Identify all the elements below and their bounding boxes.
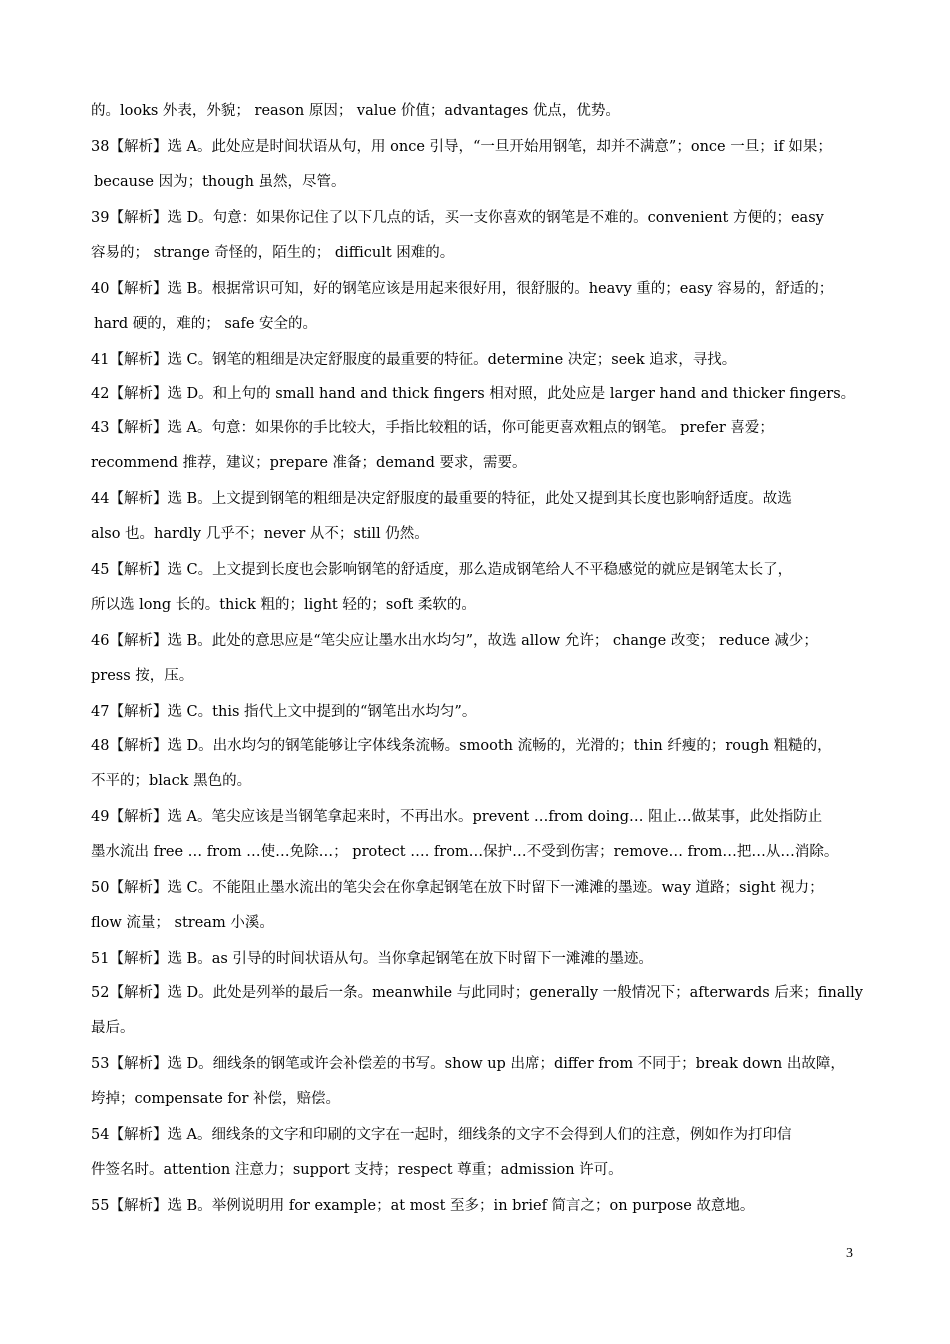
text-line: 49【解析】选 A。笔尖应该是当钢笔拿起来时，不再出水。prevent …from doing… 阻止…做某事，此处指防止 [91, 809, 823, 825]
text-line: 41【解析】选 C。钢笔的粗细是决定舒服度的最重要的特征。determine 决定；seek 追求，寻找。 [91, 352, 737, 368]
text-line: 40【解析】选 B。根据常识可知，好的钢笔应该是用起来很好用，很舒服的。heavy 重的；easy 容易的，舒适的； [91, 281, 834, 297]
text-line: 容易的； strange 奇怪的，陌生的； difficult 困难的。 [91, 245, 455, 261]
text-line: because 因为；though 虽然，尽管。 [94, 174, 346, 190]
text-line: 垮掉；compensate for 补偿，赔偿。 [91, 1091, 341, 1107]
text-line: 44【解析】选 B。上文提到钢笔的粗细是决定舒服度的最重要的特征，此处又提到其长度也影响舒适度。故选 [91, 491, 792, 507]
text-line: 48【解析】选 D。出水均匀的钢笔能够让字体线条流畅。smooth 流畅的，光滑的；thin 纤瘦的；rough 粗糙的， [91, 738, 832, 754]
text-line: 46【解析】选 B。此处的意思应是“笔尖应让墨水出水均匀”，故选 allow 允许； change 改变； reduce 减少； [91, 633, 818, 649]
text-line: also 也。hardly 几乎不；never 从不；still 仍然。 [91, 526, 429, 542]
text-line: 51【解析】选 B。as 引导的时间状语从句。当你拿起钢笔在放下时留下一滩滩的墨迹。 [91, 951, 653, 967]
text-line: 墨水流出 free … from …使…免除…； protect …. from…保护…不受到伤害；remove… from…把…从…消除。 [91, 844, 839, 860]
text-line: hard 硬的，难的； safe 安全的。 [94, 316, 318, 332]
text-line: 54【解析】选 A。细线条的文字和印刷的文字在一起时，细线条的文字不会得到人们的注意，例如作为打印信 [91, 1127, 792, 1143]
text-line: 52【解析】选 D。此处是列举的最后一条。meanwhile 与此同时；generally 一般情况下；afterwards 后来；finally [91, 985, 863, 1001]
text-line: 55【解析】选 B。举例说明用 for example；at most 至多；in brief 简言之；on purpose 故意地。 [91, 1198, 755, 1214]
text-line: 47【解析】选 C。this 指代上文中提到的“钢笔出水均匀”。 [91, 704, 477, 720]
text-line: 53【解析】选 D。细线条的钢笔或许会补偿差的书写。show up 出席；differ from 不同于；break down 出故障， [91, 1056, 845, 1072]
text-line: 的。looks 外表，外貌； reason 原因； value 价值；advantages 优点，优势。 [91, 103, 620, 119]
text-line: flow 流量； stream 小溪。 [91, 915, 274, 931]
text-line: 最后。 [91, 1020, 135, 1036]
text-line: press 按，压。 [91, 668, 194, 684]
text-line: 42【解析】选 D。和上句的 small hand and thick fingers 相对照，此处应是 larger hand and thicker fingers。 [91, 386, 856, 402]
text-line: 43【解析】选 A。句意：如果你的手比较大，手指比较粗的话，你可能更喜欢粗点的钢笔。 prefer 喜爱； [91, 420, 774, 436]
text-line: 39【解析】选 D。句意：如果你记住了以下几点的话，买一支你喜欢的钢笔是不难的。convenient 方便的；easy [91, 210, 824, 226]
text-line: 45【解析】选 C。上文提到长度也会影响钢笔的舒适度，那么造成钢笔给人不平稳感觉的就应是钢笔太长了， [91, 562, 793, 578]
text-line: 50【解析】选 C。不能阻止墨水流出的笔尖会在你拿起钢笔在放下时留下一滩滩的墨迹。way 道路；sight 视力； [91, 880, 824, 896]
page-number: 3 [846, 1246, 853, 1261]
text-line: 件签名时。attention 注意力；support 支持；respect 尊重；admission 许可。 [91, 1162, 623, 1178]
answer-explanations [91, 93, 867, 1223]
text-line: 所以选 long 长的。thick 粗的；light 轻的；soft 柔软的。 [91, 597, 476, 613]
text-line: recommend 推荐，建议；prepare 准备；demand 要求，需要。 [91, 455, 527, 471]
text-line: 38【解析】选 A。此处应是时间状语从句，用 once 引导，“一旦开始用钢笔，却并不满意”；once 一旦；if 如果； [91, 139, 832, 155]
text-line: 不平的；black 黑色的。 [91, 773, 252, 789]
